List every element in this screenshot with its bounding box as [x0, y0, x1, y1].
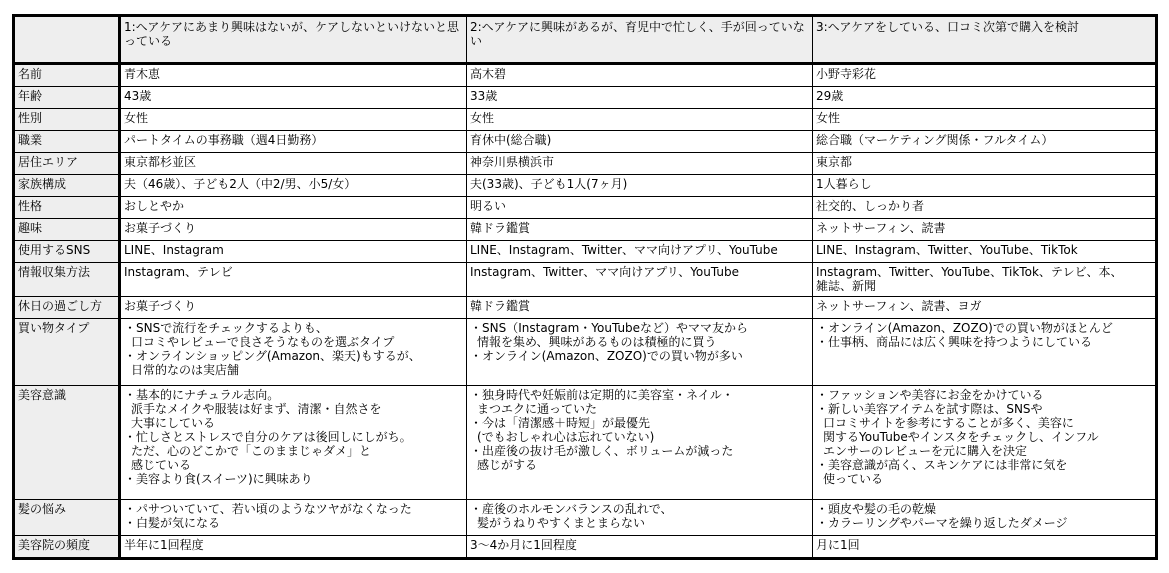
cell-persona-1: パートタイムの事務職（週4日勤務） [120, 131, 467, 153]
row-label: 性別 [14, 109, 120, 131]
row-label: 美容意識 [14, 386, 120, 500]
cell-persona-1: 43歳 [120, 87, 467, 109]
cell-line: 感じている [131, 458, 192, 472]
row-label: 休日の過ごし方 [14, 297, 120, 319]
cell-line: 感じがする [477, 458, 538, 472]
table-row-holiday [14, 297, 1157, 319]
cell-persona-2 [467, 386, 813, 500]
row-label: 使用するSNS [14, 241, 120, 263]
bullet-line: ・頭皮や髪の毛の乾燥 [816, 502, 937, 516]
cell-persona-2: 夫(33歳)、子ども1人(7ヶ月) [467, 175, 813, 197]
cell-persona-2: 明るい [467, 197, 813, 219]
cell-persona-3: 女性 [813, 109, 1157, 131]
row-label: 情報収集方法 [14, 263, 120, 297]
cell-persona-3: 東京都 [813, 153, 1157, 175]
cell-persona-2: 女性 [467, 109, 813, 131]
table-row-sns [14, 241, 1157, 263]
cell-persona-3 [813, 386, 1157, 500]
cell-line: 日常的なのは実店舗 [131, 363, 240, 377]
cell-persona-3: LINE、Instagram、Twitter、YouTube、TikTok [813, 241, 1157, 263]
bullet-line: ・オンラインショッピング(Amazon、楽天)もするが、 [124, 349, 421, 363]
cell-persona-2: 韓ドラ鑑賞 [467, 297, 813, 319]
persona-2-header: 2:ヘアケアに興味があるが、育児中で忙しく、手が回っていない [467, 16, 813, 64]
cell-line: (でもおしゃれ心は忘れていない) [477, 430, 655, 444]
cell-persona-1: LINE、Instagram [120, 241, 467, 263]
bullet-line: ・SNS（Instagram・YouTubeなど）やママ友から [470, 321, 749, 335]
cell-persona-2: 韓ドラ鑑賞 [467, 219, 813, 241]
cell-line: 情報を集め、興味があるものは積極的に買う [477, 335, 717, 349]
cell-persona-1: おしとやか [120, 197, 467, 219]
cell-line: 髪がうねりやすくまとまらない [477, 516, 646, 530]
cell-line: まつエクに通っていた [477, 402, 598, 416]
cell-persona-3: 月に1回 [813, 536, 1157, 559]
header-row [14, 16, 1157, 64]
cell-persona-3: 29歳 [813, 87, 1157, 109]
cell-persona-1: 青木恵 [120, 64, 467, 87]
cell-persona-3: 社交的、しっかり者 [813, 197, 1157, 219]
table-row-personality [14, 197, 1157, 219]
table-row-gender [14, 109, 1157, 131]
cell-line: Instagram、Twitter、YouTube、TikTok、テレビ、本、 [816, 265, 1123, 279]
bullet-line: ・ファッションや美容にお金をかけている [816, 388, 1044, 402]
row-label: 髪の悩み [14, 500, 120, 536]
bullet-line: ・オンライン(Amazon、ZOZO)での買い物が多い [470, 349, 743, 363]
cell-line: ただ、心のどこかで「このままじゃダメ」と [131, 444, 372, 458]
bullet-line: ・今は「清潔感＋時短」が最優先 [470, 416, 651, 430]
cell-persona-3: ネットサーフィン、読書、ヨガ [813, 297, 1157, 319]
bullet-line: ・仕事柄、商品には広く興味を持つようにしている [816, 335, 1093, 349]
row-label: 居住エリア [14, 153, 120, 175]
bullet-line: ・パサついていて、若い頃のようなツヤがなくなった [124, 502, 412, 516]
table-row-hair-concerns [14, 500, 1157, 536]
row-label: 買い物タイプ [14, 319, 120, 386]
cell-persona-1: お菓子づくり [120, 297, 467, 319]
bullet-line: ・忙しさとストレスで自分のケアは後回しにしがち。 [124, 430, 412, 444]
cell-line: 関するYouTubeやインスタをチェックし、インフル [823, 430, 1099, 444]
bullet-line: ・カラーリングやパーマを繰り返したダメージ [816, 516, 1068, 530]
cell-persona-1: 東京都杉並区 [120, 153, 467, 175]
bullet-line: ・白髪が気になる [124, 516, 221, 530]
cell-persona-1 [120, 263, 467, 297]
cell-persona-2: 育休中(総合職) [467, 131, 813, 153]
corner-cell [14, 16, 120, 64]
cell-persona-2: 33歳 [467, 87, 813, 109]
cell-persona-2 [467, 500, 813, 536]
row-label: 性格 [14, 197, 120, 219]
cell-persona-2: 高木碧 [467, 64, 813, 87]
bullet-line: ・美容意識が高く、スキンケアには非常に気を [816, 458, 1068, 472]
cell-persona-3 [813, 319, 1157, 386]
cell-line: 派手なメイクや服装は好まず、清潔・自然さを [131, 402, 382, 416]
table-row-age [14, 87, 1157, 109]
cell-persona-2: LINE、Instagram、Twitter、ママ向けアプリ、YouTube [467, 241, 813, 263]
cell-persona-1 [120, 319, 467, 386]
table-row-shopping-type [14, 319, 1157, 386]
table-row-occupation [14, 131, 1157, 153]
table-row-beauty-awareness [14, 386, 1157, 500]
bullet-line: ・オンライン(Amazon、ZOZO)での買い物がほとんど [816, 321, 1113, 335]
row-label: 家族構成 [14, 175, 120, 197]
persona-3-header: 3:ヘアケアをしている、口コミ次第で購入を検討 [813, 16, 1157, 64]
cell-line: 大事にしている [131, 416, 216, 430]
cell-line: Instagram、テレビ [124, 265, 233, 279]
row-label: 趣味 [14, 219, 120, 241]
cell-line: 使っている [823, 472, 884, 486]
bullet-line: ・美容より食(スイーツ)に興味あり [124, 472, 313, 486]
row-label: 名前 [14, 64, 120, 87]
cell-persona-3: 総合職（マーケティング関係・フルタイム） [813, 131, 1157, 153]
cell-line: 口コミサイトを参考にすることが多く、美容に [823, 416, 1074, 430]
cell-persona-2: 3〜4か月に1回程度 [467, 536, 813, 559]
cell-persona-1: 女性 [120, 109, 467, 131]
table-row-hobby [14, 219, 1157, 241]
bullet-line: ・出産後の抜け毛が激しく、ボリュームが減った [470, 444, 734, 458]
bullet-line: ・産後のホルモンバランスの乱れで、 [470, 502, 673, 516]
bullet-line: ・基本的にナチュラル志向。 [124, 388, 280, 402]
row-label: 職業 [14, 131, 120, 153]
cell-persona-2: 神奈川県横浜市 [467, 153, 813, 175]
cell-persona-3 [813, 263, 1157, 297]
cell-persona-1: 夫（46歳）、子ども2人（中2/男、小5/女） [120, 175, 467, 197]
table-row-salon-frequency [14, 536, 1157, 559]
table-row-family [14, 175, 1157, 197]
cell-persona-1: 半年に1回程度 [120, 536, 467, 559]
bullet-line: ・独身時代や妊娠前は定期的に美容室・ネイル・ [470, 388, 734, 402]
bullet-line: ・新しい美容アイテムを試す際は、SNSや [816, 402, 1043, 416]
cell-persona-3: ネットサーフィン、読書 [813, 219, 1157, 241]
row-label: 年齢 [14, 87, 120, 109]
table-row-residence [14, 153, 1157, 175]
table-row-name [14, 64, 1157, 87]
cell-persona-1 [120, 500, 467, 536]
cell-persona-2 [467, 263, 813, 297]
bullet-line: ・SNSで流行をチェックするよりも、 [124, 321, 328, 335]
cell-persona-1 [120, 386, 467, 500]
cell-line: Instagram、Twitter、ママ向けアプリ、YouTube [470, 265, 739, 279]
persona-1-header: 1:ヘアケアにあまり興味はないが、ケアしないといけないと思っている [120, 16, 467, 64]
row-label: 美容院の頻度 [14, 536, 120, 559]
cell-persona-3: 小野寺彩花 [813, 64, 1157, 87]
cell-line: エンサーのレビューを元に購入を決定 [823, 444, 1028, 458]
cell-persona-2 [467, 319, 813, 386]
cell-line: 口コミやレビューで良さそうなものを選ぶタイプ [131, 335, 395, 349]
cell-line: 雑誌、新聞 [816, 279, 877, 293]
persona-comparison-table [12, 14, 1158, 560]
cell-persona-3 [813, 500, 1157, 536]
cell-persona-1: お菓子づくり [120, 219, 467, 241]
table-row-info-gathering [14, 263, 1157, 297]
cell-persona-3: 1人暮らし [813, 175, 1157, 197]
